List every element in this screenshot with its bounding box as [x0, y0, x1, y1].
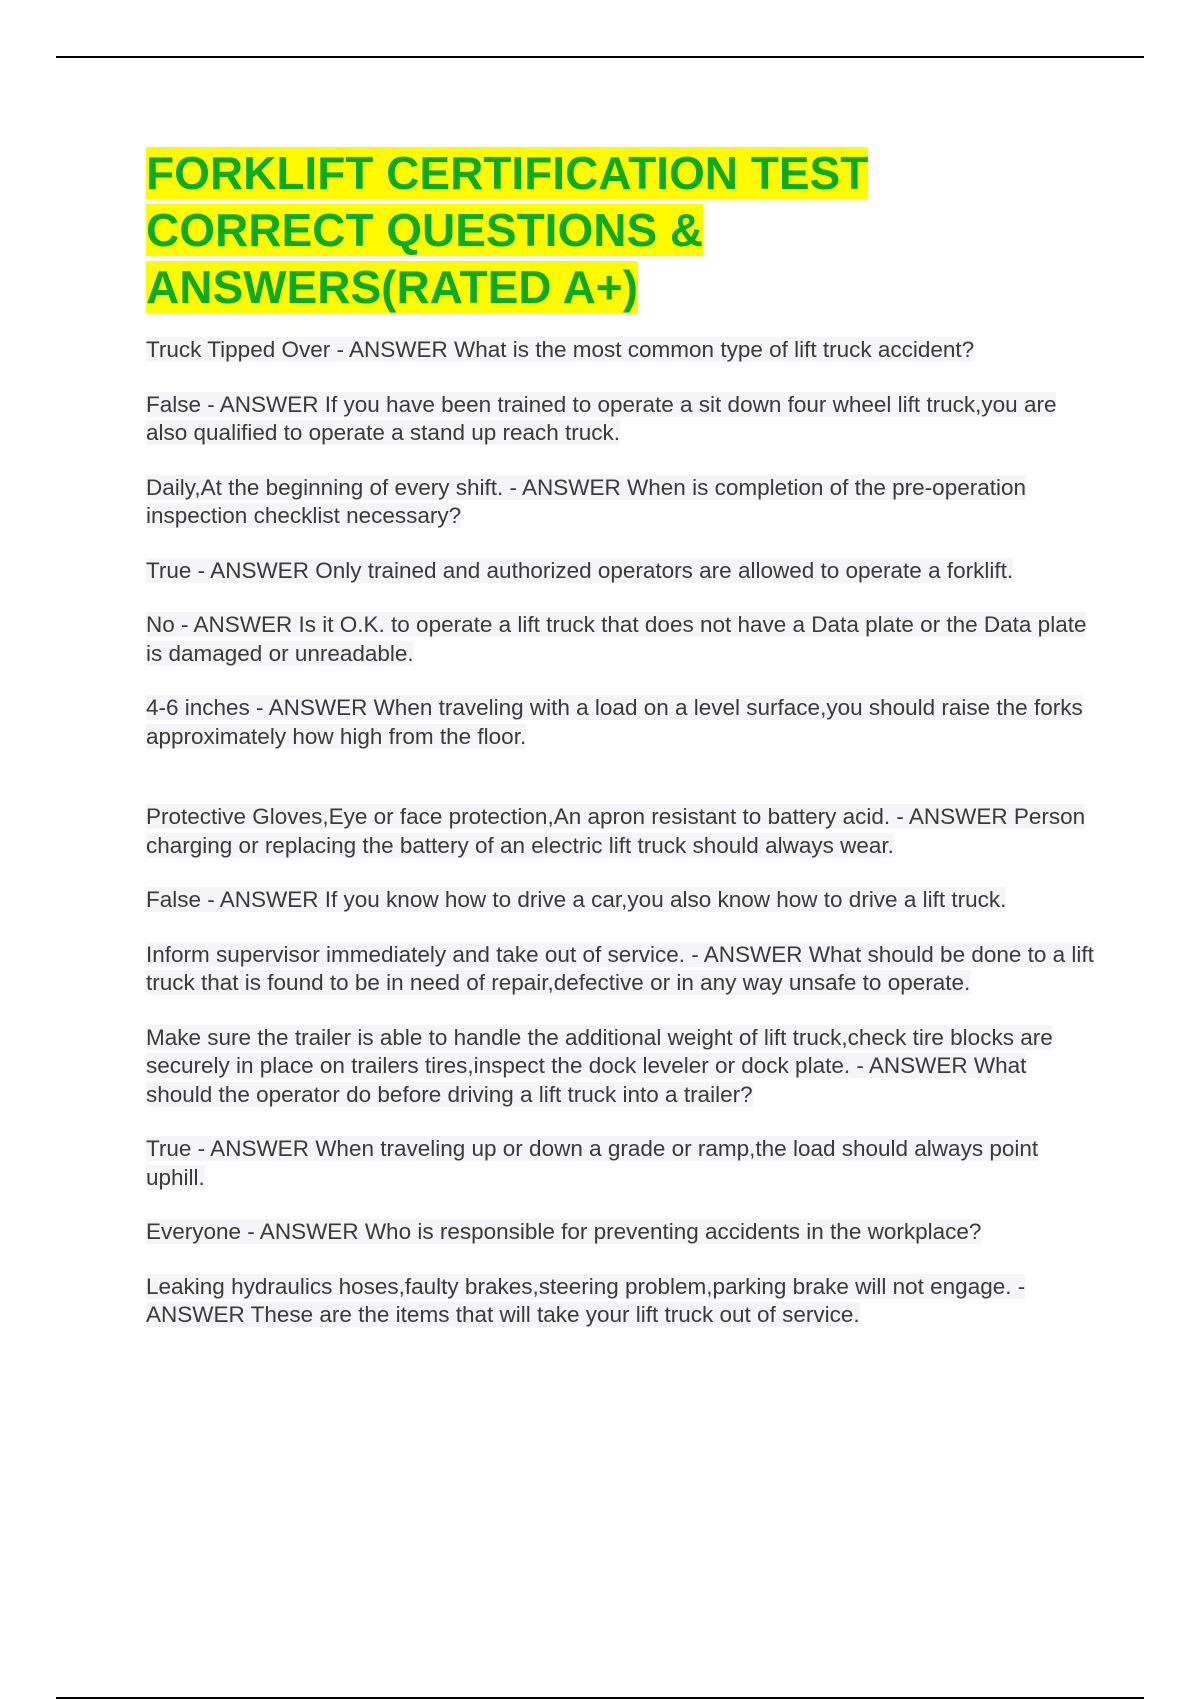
- qa-text: Everyone - ANSWER Who is responsible for preventing accidents in the workplace?: [146, 1219, 982, 1244]
- qa-item: [146, 1218, 1096, 1247]
- qa-item: [146, 474, 1096, 531]
- qa-text: Truck Tipped Over - ANSWER What is the most common type of lift truck accident?: [146, 337, 975, 362]
- qa-text: Make sure the trailer is able to handle the additional weight of lift truck,check tire blocks are securely in place on trailers tires,inspect the dock leveler or dock plate. - ANSWER What should the operator do before driving a lift truck into a trailer?: [146, 1024, 1053, 1107]
- title-line: ANSWERS(RATED A+): [146, 261, 638, 313]
- qa-text: Inform supervisor immediately and take out of service. - ANSWER What should be done to a lift truck that is found to be in need of repair,defective or in any way unsafe to operate.: [146, 941, 1094, 995]
- qa-text: False - ANSWER If you have been trained to operate a sit down four wheel lift truck,you are also qualified to operate a stand up reach truck.: [146, 391, 1057, 445]
- qa-item: [146, 611, 1096, 668]
- qa-item: [146, 336, 1096, 365]
- qa-text: Leaking hydraulics hoses,faulty brakes,steering problem,parking brake will not engage. - ANSWER These are the items that will take your lift truck out of service.: [146, 1273, 1026, 1327]
- qa-text: False - ANSWER If you know how to drive a car,you also know how to drive a lift truck.: [146, 887, 1007, 912]
- bottom-rule: [56, 1697, 1144, 1699]
- document-title: [146, 145, 1096, 316]
- qa-text: Daily,At the beginning of every shift. - ANSWER When is completion of the pre-operation inspection checklist necessary?: [146, 474, 1027, 528]
- qa-list: [146, 336, 1096, 1330]
- qa-text: True - ANSWER When traveling up or down a grade or ramp,the load should always point uphill.: [146, 1136, 1039, 1190]
- qa-text: 4-6 inches - ANSWER When traveling with a load on a level surface,you should raise the forks approximately how high from the floor.: [146, 695, 1083, 749]
- qa-item: [146, 391, 1096, 448]
- qa-item: [146, 1024, 1096, 1110]
- title-line: FORKLIFT CERTIFICATION TEST: [146, 147, 869, 199]
- top-rule: [56, 56, 1144, 58]
- qa-text: True - ANSWER Only trained and authorized operators are allowed to operate a forklift.: [146, 557, 1014, 583]
- qa-text: Protective Gloves,Eye or face protection,An apron resistant to battery acid. - ANSWER Person charging or replacing the battery of an electric lift truck should always wear.: [146, 804, 1086, 858]
- title-line: CORRECT QUESTIONS &: [146, 204, 704, 256]
- qa-item: [146, 694, 1096, 751]
- qa-item: [146, 557, 1096, 586]
- qa-text: No - ANSWER Is it O.K. to operate a lift truck that does not have a Data plate or the Data plate is damaged or unreadable.: [146, 612, 1087, 666]
- qa-item: [146, 1273, 1096, 1330]
- qa-item: [146, 803, 1096, 860]
- qa-item: [146, 1135, 1096, 1192]
- qa-item: [146, 886, 1096, 915]
- qa-item: [146, 941, 1096, 998]
- document-body: [146, 145, 1096, 1356]
